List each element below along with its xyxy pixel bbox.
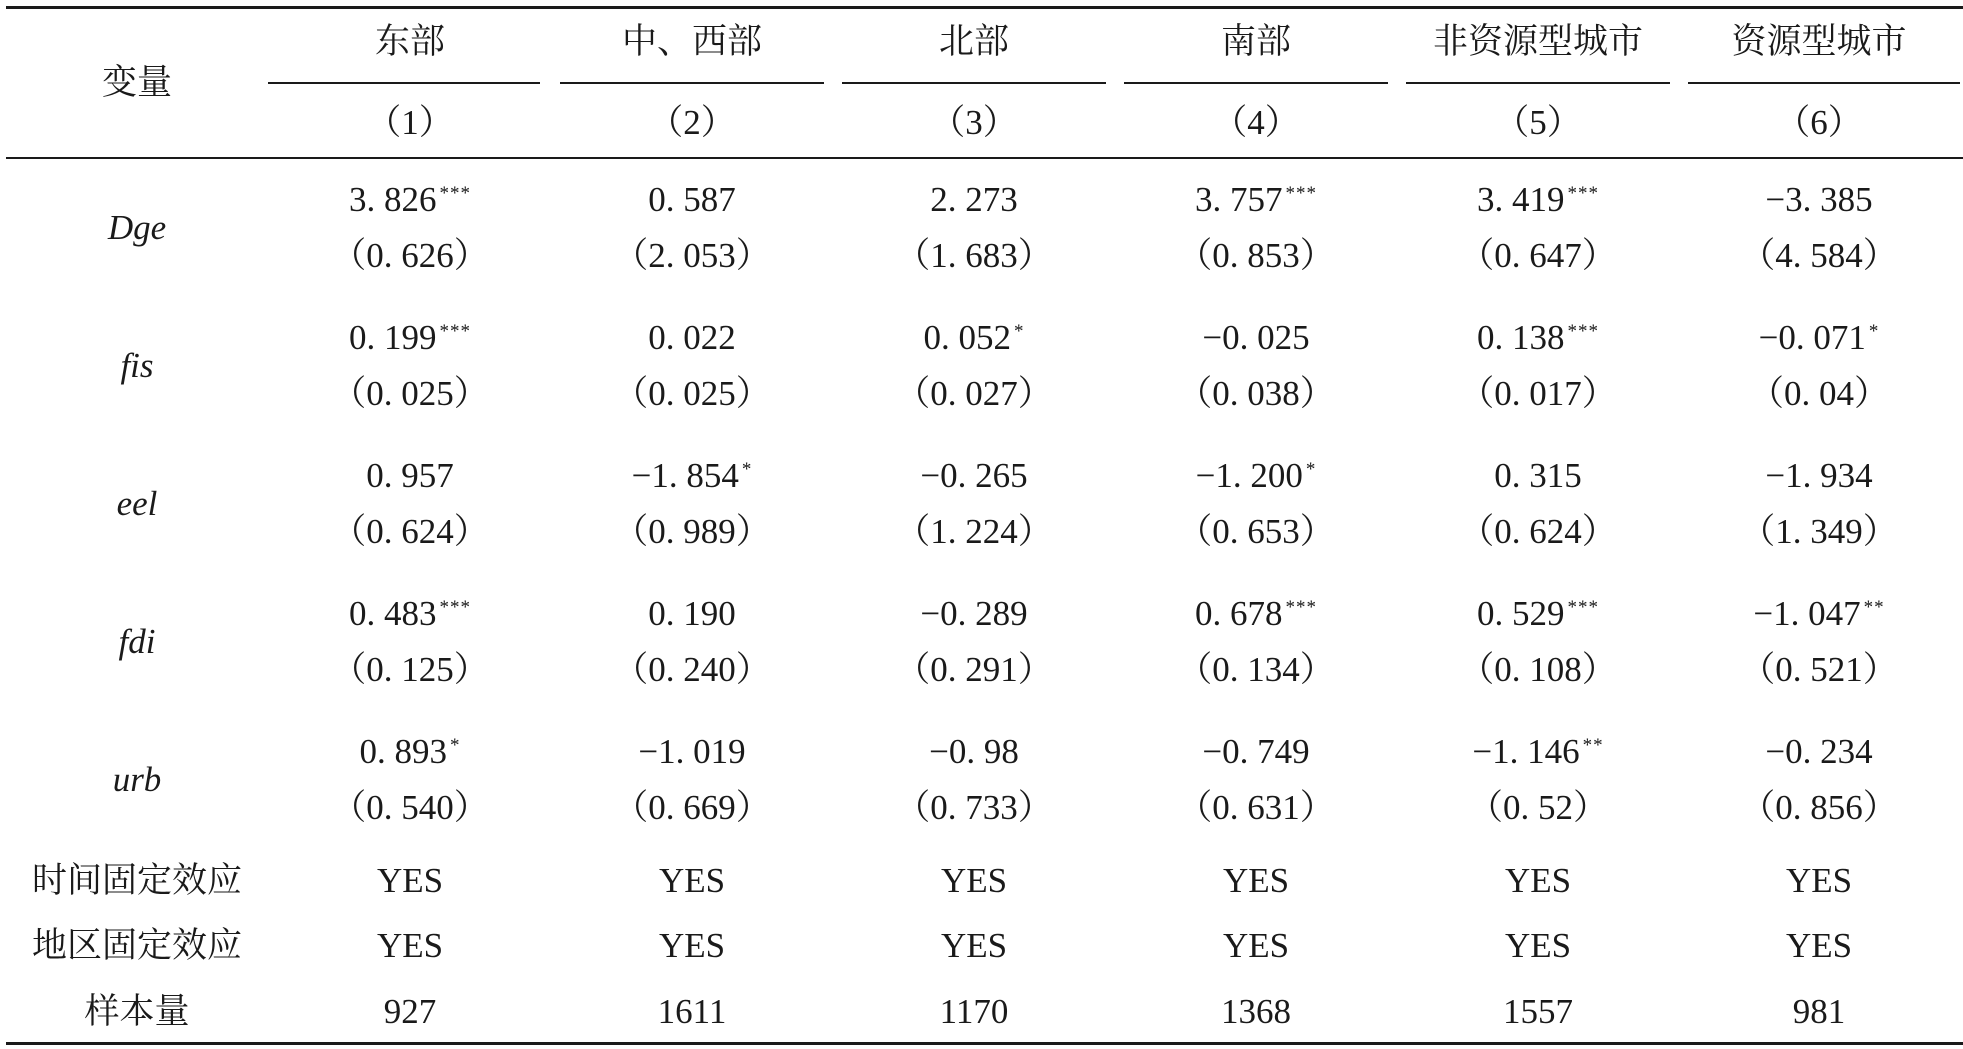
coefficient-line [331, 318, 489, 374]
coefficient-value: 3. 419 [1476, 180, 1565, 219]
significance-stars: * [1868, 321, 1880, 342]
coefficient-cell [895, 180, 1053, 276]
standard-error: （1. 224） [895, 512, 1053, 551]
coefficient-line [895, 732, 1053, 788]
column-group-rule [1124, 82, 1388, 84]
coefficient-line [1740, 732, 1898, 788]
coefficient-line [1749, 318, 1889, 374]
column-group-rule [842, 82, 1106, 84]
coefficient-cell [895, 318, 1053, 414]
footer-value: 1368 [1221, 992, 1291, 1031]
coefficient-cell [1177, 180, 1335, 276]
coefficient-line [1468, 732, 1608, 788]
standard-error: （0. 989） [613, 512, 771, 551]
coefficient-value: −0. 234 [1765, 732, 1873, 771]
coefficient-value: −0. 289 [920, 594, 1028, 633]
standard-error: （0. 624） [1459, 512, 1617, 551]
standard-error: （0. 52） [1467, 788, 1609, 827]
coefficient-value: 0. 315 [1494, 456, 1582, 495]
standard-error: （0. 134） [1177, 650, 1335, 689]
coefficient-value: −1. 019 [638, 732, 746, 771]
column-group-rule [560, 82, 824, 84]
coefficient-value: −1. 934 [1765, 456, 1873, 495]
column-number-6: （6） [1775, 103, 1863, 142]
coefficient-line [1459, 594, 1617, 650]
footer-value: 1611 [657, 992, 727, 1031]
coefficient-value: −3. 385 [1765, 180, 1873, 219]
footer-value: YES [376, 926, 444, 965]
coefficient-value: −0. 265 [920, 456, 1028, 495]
standard-error: （4. 584） [1740, 236, 1898, 275]
significance-stars: * [741, 459, 753, 480]
footer-value: 927 [383, 992, 437, 1031]
standard-error: （0. 669） [613, 788, 771, 827]
coefficient-value: 3. 826 [348, 180, 437, 219]
coefficient-value: 0. 678 [1194, 594, 1283, 633]
coefficient-cell [1177, 318, 1335, 414]
coefficient-line [1740, 594, 1898, 650]
footer-row-label-1: 地区固定效应 [31, 926, 243, 965]
column-group-rule [268, 82, 540, 84]
coefficient-value: −1. 854 [631, 456, 739, 495]
coefficient-value: 0. 199 [348, 318, 437, 357]
footer-row-label-2: 样本量 [84, 992, 190, 1031]
significance-stars: * [1013, 321, 1025, 342]
coefficient-value: −0. 071 [1758, 318, 1866, 357]
coefficient-cell [1177, 732, 1335, 828]
coefficient-line [1740, 456, 1898, 512]
coefficient-line [1459, 180, 1617, 236]
column-number-2: （2） [648, 103, 736, 142]
coefficient-line [1177, 456, 1335, 512]
coefficient-cell [1740, 594, 1898, 690]
coefficient-value: 0. 529 [1476, 594, 1565, 633]
standard-error: （0. 027） [895, 374, 1053, 413]
significance-stars: * [1305, 459, 1317, 480]
standard-error: （0. 108） [1459, 650, 1617, 689]
coefficient-line [331, 594, 489, 650]
standard-error: （0. 025） [331, 374, 489, 413]
footer-value: YES [1222, 926, 1290, 965]
footer-value: YES [658, 861, 726, 900]
coefficient-cell [331, 180, 489, 276]
coefficient-line [1740, 180, 1898, 236]
footer-value: 1557 [1503, 992, 1573, 1031]
coefficient-cell [331, 456, 489, 552]
variable-label-0: Dge [107, 208, 167, 247]
significance-stars: * [449, 735, 461, 756]
column-header-6: 资源型城市 [1731, 22, 1907, 61]
variable-label-2: eel [116, 484, 158, 523]
coefficient-value: 0. 893 [359, 732, 447, 771]
bottom-rule [6, 1042, 1963, 1045]
coefficient-value: 0. 587 [648, 180, 736, 219]
coefficient-line [895, 318, 1053, 374]
coefficient-value: 0. 483 [348, 594, 437, 633]
standard-error: （1. 349） [1740, 512, 1898, 551]
significance-stars: *** [439, 321, 471, 342]
coefficient-line [895, 180, 1053, 236]
variable-label-3: fdi [118, 622, 156, 661]
standard-error: （0. 540） [331, 788, 489, 827]
coefficient-line [613, 318, 771, 374]
standard-error: （0. 038） [1177, 374, 1335, 413]
standard-error: （0. 624） [331, 512, 489, 551]
coefficient-value: −1. 047 [1753, 594, 1861, 633]
standard-error: （0. 653） [1177, 512, 1335, 551]
coefficient-line [1177, 318, 1335, 374]
standard-error: （0. 025） [613, 374, 771, 413]
coefficient-cell [613, 594, 771, 690]
standard-error: （0. 853） [1177, 236, 1335, 275]
column-header-4: 南部 [1220, 22, 1292, 61]
standard-error: （0. 125） [331, 650, 489, 689]
coefficient-cell [1468, 732, 1608, 828]
column-header-1: 东部 [374, 22, 446, 61]
coefficient-cell [613, 456, 771, 552]
coefficient-cell [1740, 180, 1898, 276]
significance-stars: *** [1285, 597, 1317, 618]
standard-error: （0. 291） [895, 650, 1053, 689]
coefficient-cell [1459, 180, 1617, 276]
footer-value: YES [1504, 861, 1572, 900]
footer-value: YES [940, 861, 1008, 900]
coefficient-value: 0. 138 [1476, 318, 1565, 357]
column-group-rule [1688, 82, 1960, 84]
top-rule [6, 6, 1963, 9]
column-number-3: （3） [930, 103, 1018, 142]
coefficient-cell [331, 732, 489, 828]
coefficient-value: −1. 200 [1195, 456, 1303, 495]
significance-stars: ** [1582, 735, 1604, 756]
standard-error: （1. 683） [895, 236, 1053, 275]
standard-error: （0. 017） [1459, 374, 1617, 413]
coefficient-cell [1177, 456, 1335, 552]
coefficient-cell [1459, 318, 1617, 414]
footer-value: 1170 [939, 992, 1009, 1031]
coefficient-value: −0. 749 [1202, 732, 1310, 771]
significance-stars: *** [1567, 321, 1599, 342]
coefficient-cell [331, 318, 489, 414]
column-number-1: （1） [366, 103, 454, 142]
footer-value: YES [376, 861, 444, 900]
standard-error: （0. 733） [895, 788, 1053, 827]
column-header-3: 北部 [938, 22, 1010, 61]
standard-error: （0. 856） [1740, 788, 1898, 827]
significance-stars: *** [439, 597, 471, 618]
significance-stars: *** [439, 183, 471, 204]
coefficient-line [613, 456, 771, 512]
coefficient-value: 0. 957 [366, 456, 454, 495]
coefficient-value: 3. 757 [1194, 180, 1283, 219]
coefficient-line [1177, 180, 1335, 236]
standard-error: （0. 626） [331, 236, 489, 275]
coefficient-value: 0. 190 [648, 594, 736, 633]
coefficient-line [613, 732, 771, 788]
standard-error: （0. 521） [1740, 650, 1898, 689]
column-number-5: （5） [1494, 103, 1582, 142]
coefficient-line [331, 456, 489, 512]
significance-stars: ** [1863, 597, 1885, 618]
coefficient-cell [1177, 594, 1335, 690]
standard-error: （2. 053） [613, 236, 771, 275]
coefficient-line [895, 594, 1053, 650]
header-rule [6, 157, 1963, 159]
coefficient-line [1177, 732, 1335, 788]
variable-label-4: urb [112, 760, 162, 799]
column-number-4: （4） [1212, 103, 1300, 142]
coefficient-cell [1740, 456, 1898, 552]
column-header-5: 非资源型城市 [1432, 22, 1644, 61]
coefficient-value: −0. 98 [929, 732, 1019, 771]
footer-value: YES [658, 926, 726, 965]
variable-header: 变量 [101, 63, 173, 102]
coefficient-cell [1459, 594, 1617, 690]
coefficient-line [1459, 318, 1617, 374]
coefficient-value: −0. 025 [1202, 318, 1310, 357]
coefficient-cell [331, 594, 489, 690]
coefficient-cell [613, 180, 771, 276]
coefficient-line [1177, 594, 1335, 650]
footer-value: YES [1504, 926, 1572, 965]
coefficient-value: 0. 052 [923, 318, 1011, 357]
standard-error: （0. 647） [1459, 236, 1617, 275]
footer-value: 981 [1792, 992, 1846, 1031]
column-group-rule [1406, 82, 1670, 84]
standard-error: （0. 240） [613, 650, 771, 689]
footer-value: YES [940, 926, 1008, 965]
coefficient-value: 2. 273 [930, 180, 1018, 219]
coefficient-line [613, 594, 771, 650]
coefficient-value: 0. 022 [648, 318, 736, 357]
standard-error: （0. 631） [1177, 788, 1335, 827]
coefficient-cell [895, 594, 1053, 690]
footer-row-label-0: 时间固定效应 [31, 861, 243, 900]
column-header-2: 中、西部 [621, 22, 763, 61]
variable-label-1: fis [120, 346, 154, 385]
significance-stars: *** [1567, 597, 1599, 618]
coefficient-cell [895, 456, 1053, 552]
coefficient-cell [1749, 318, 1889, 414]
coefficient-line [895, 456, 1053, 512]
coefficient-line [331, 732, 489, 788]
coefficient-line [613, 180, 771, 236]
standard-error: （0. 04） [1748, 374, 1890, 413]
coefficient-cell [613, 318, 771, 414]
coefficient-value: −1. 146 [1472, 732, 1580, 771]
coefficient-cell [895, 732, 1053, 828]
coefficient-cell [1459, 456, 1617, 552]
coefficient-cell [613, 732, 771, 828]
coefficient-line [331, 180, 489, 236]
footer-value: YES [1222, 861, 1290, 900]
significance-stars: *** [1285, 183, 1317, 204]
coefficient-line [1459, 456, 1617, 512]
significance-stars: *** [1567, 183, 1599, 204]
footer-value: YES [1785, 926, 1853, 965]
coefficient-cell [1740, 732, 1898, 828]
footer-value: YES [1785, 861, 1853, 900]
